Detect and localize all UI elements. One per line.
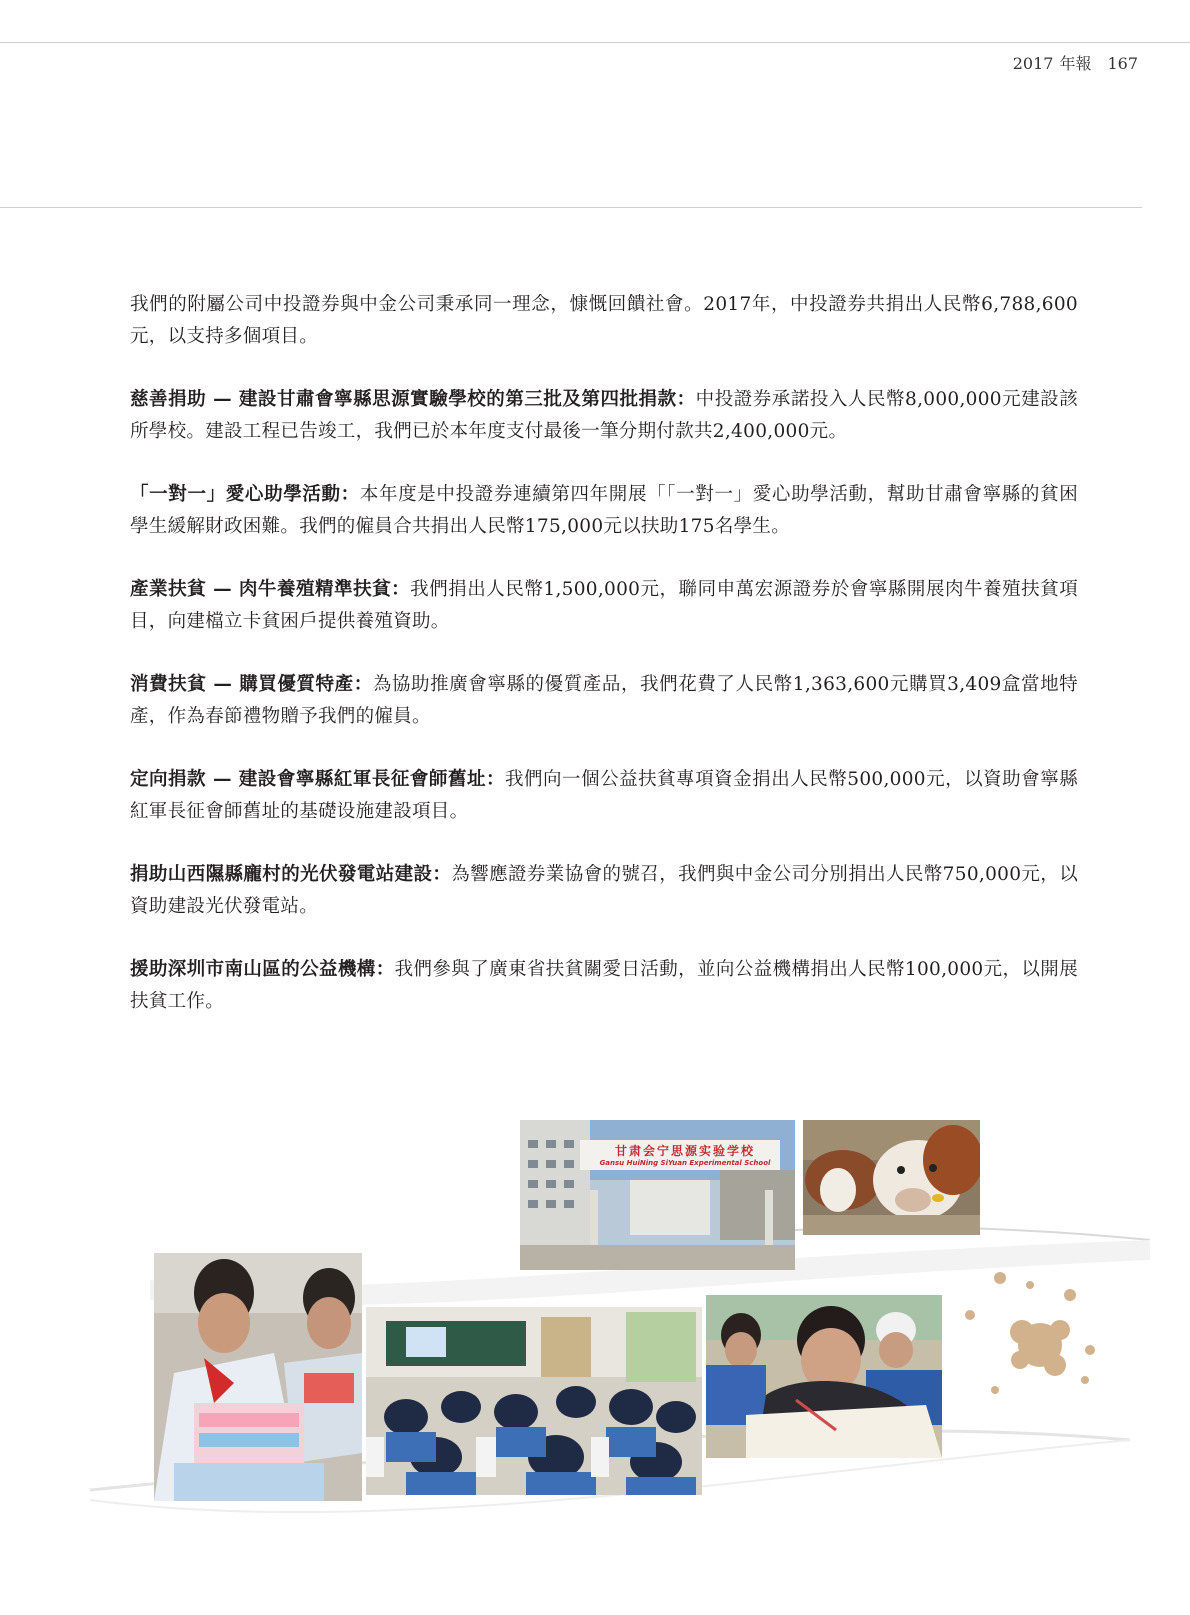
paragraph-heading: 「一對一」愛心助學活動： — [130, 484, 360, 505]
paragraph-text: 中投證券承諾投入人民幣8,000,000元建設該所學校。建設工程已告竣工，我們已於本年度支付最後一筆分期付款共2,400,000元。 — [130, 389, 1078, 442]
student-writing-photo — [706, 1295, 942, 1458]
paragraph-text: 為響應證券業協會的號召，我們與中金公司分別捐出人民幣750,000元，以資助建設光伏發電站。 — [130, 864, 1078, 917]
header-report-label: 年報 — [1059, 54, 1092, 73]
paragraph-text: 我們向一個公益扶貧專項資金捐出人民幣500,000元，以資助會寧縣紅軍長征會師舊址的基礎设施建設項目。 — [130, 769, 1079, 822]
paragraph-intro — [130, 289, 1078, 353]
paragraph-consumption — [130, 669, 1078, 733]
paragraph-one-on-one — [130, 479, 1078, 543]
paragraph-heading: 產業扶貧 — 肉牛養殖精準扶貧： — [130, 579, 411, 600]
page-header — [1007, 51, 1138, 74]
cattle-photo — [803, 1120, 980, 1235]
paragraph-school-donation — [130, 384, 1078, 448]
paragraph-heading: 慈善捐助 — 建設甘肅會寧縣思源實驗學校的第三批及第四批捐款： — [130, 389, 696, 410]
header-rule-bottom — [0, 207, 1142, 208]
paragraph-shenzhen — [130, 954, 1078, 1018]
paragraph-solar-station — [130, 859, 1078, 923]
decorative-splash — [960, 1270, 1110, 1410]
header-year: 2017 — [1012, 54, 1054, 73]
school-sign-english: Gansu HuiNing SiYuan Experimental School — [599, 1159, 771, 1167]
page-number: 167 — [1107, 54, 1138, 73]
paragraph-heading: 捐助山西隰縣龐村的光伏發電站建設： — [130, 864, 452, 885]
classroom-photo — [366, 1307, 702, 1495]
body-text — [130, 289, 1078, 1049]
paragraph-text: 我們參與了廣東省扶貧關愛日活動，並向公益機構捐出人民幣100,000元，以開展扶貧工作。 — [130, 959, 1078, 1012]
paragraph-cattle — [130, 574, 1078, 638]
paragraph-text: 我們捐出人民幣1,500,000元，聯同申萬宏源證券於會寧縣開展肉牛養殖扶貧項目，向建檔立卡貧困戶提供養殖資助。 — [130, 579, 1078, 632]
header-rule-top — [0, 42, 1190, 43]
paragraph-text: 我們的附屬公司中投證券與中金公司秉承同一理念，慷慨回饋社會。2017年，中投證券共捐出人民幣6,788,600元，以支持多個項目。 — [130, 294, 1078, 347]
paragraph-heading: 消費扶貧 — 購買優質特產： — [130, 674, 373, 695]
paragraph-heading: 定向捐款 — 建設會寧縣紅軍長征會師舊址： — [130, 769, 505, 790]
school-sign-chinese: 甘肃会宁思源实验学校 — [614, 1144, 755, 1158]
paragraph-text: 為協助推廣會寧縣的優質產品，我們花費了人民幣1,363,600元購買3,409盒當地特產，作為春節禮物贈予我們的僱員。 — [130, 674, 1078, 727]
paragraph-heading: 援助深圳市南山區的公益機構： — [130, 959, 395, 980]
paragraph-text: 本年度是中投證券連續第四年開展「「一對一」愛心助學活動，幫助甘肅會寧縣的貧困學生緩解財政困難。我們的僱員合共捐出人民幣175,000元以扶助175名學生。 — [130, 484, 1078, 537]
paragraph-red-army-site — [130, 764, 1078, 828]
student-with-books-photo — [154, 1253, 362, 1501]
school-gate-photo — [520, 1120, 795, 1270]
